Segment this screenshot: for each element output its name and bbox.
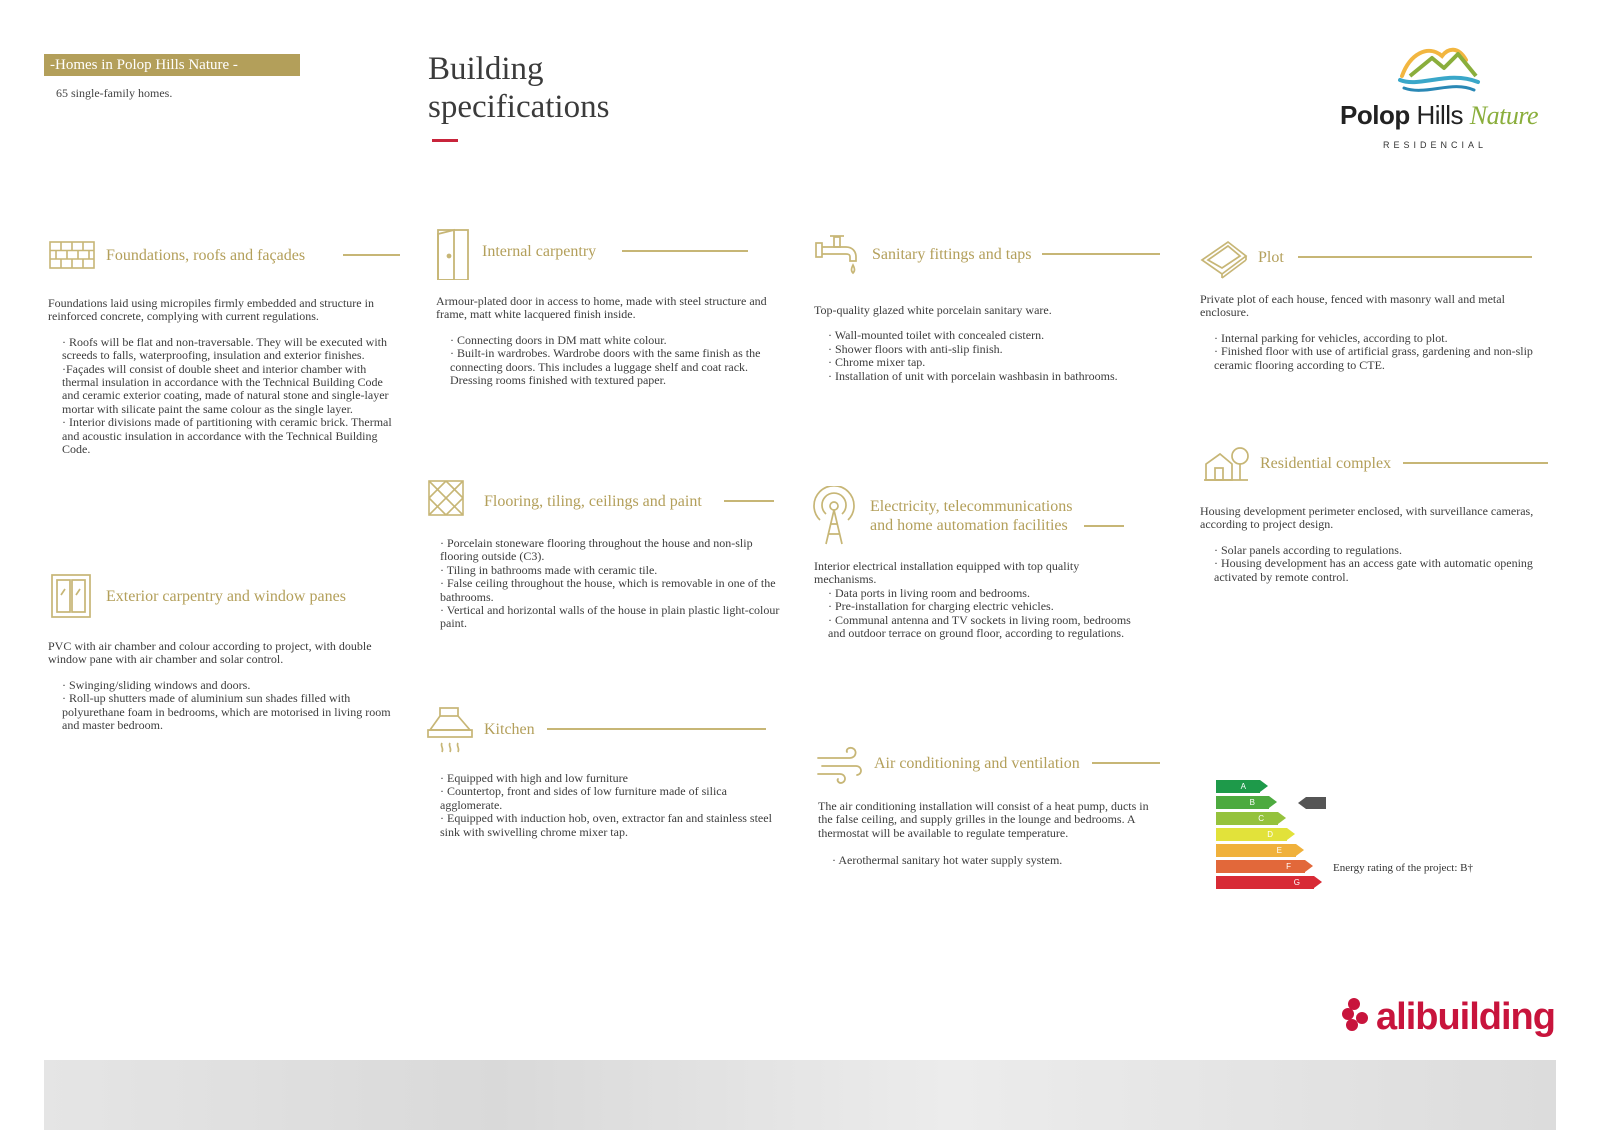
window-icon	[48, 573, 96, 619]
section-internal-carpentry-title: Internal carpentry	[482, 242, 597, 260]
section-internal-carpentry-body	[436, 295, 772, 387]
list-item: · Equipped with high and low furniture	[440, 771, 628, 785]
list-item: · Wall-mounted toilet with concealed cistern.	[828, 328, 1045, 343]
energy-grade-label: E	[1276, 846, 1282, 855]
energy-caption: Energy rating of the project: B†	[1333, 862, 1474, 874]
section-divider	[724, 500, 774, 502]
section-internal-carpentry-intro: Armour-plated door in access to home, made with steel structure and frame, matt white lacquered finish inside.	[436, 294, 767, 322]
list-item: · Internal parking for vehicles, according to plot.	[1214, 330, 1448, 345]
energy-grade-arrow	[1287, 828, 1295, 840]
list-item: · Solar panels according to regulations.	[1214, 542, 1402, 557]
logo-name	[1340, 100, 1539, 131]
antenna-icon	[812, 486, 860, 546]
energy-grade-label: F	[1286, 862, 1291, 871]
section-divider	[622, 250, 748, 252]
section-divider	[1042, 253, 1160, 255]
section-electricity-title	[870, 497, 1072, 535]
energy-rating-chart	[1216, 780, 1526, 890]
section-residential-header	[1202, 440, 1548, 486]
energy-grade-label: G	[1293, 878, 1300, 887]
house-tree-icon	[1202, 440, 1250, 486]
list-item: · Pre-installation for charging electric vehicles.	[828, 599, 1054, 614]
list-item: · Interior divisions made of partitioning with ceramic brick. Thermal and acoustic insulation in accordance with the Technical Building Code.	[62, 415, 392, 457]
energy-grade-label: B	[1249, 798, 1255, 807]
section-electricity-title-line2: and home automation facilities	[870, 517, 1068, 534]
section-divider	[1092, 762, 1160, 764]
door-icon	[424, 228, 472, 274]
energy-grade-f	[1216, 860, 1305, 873]
section-plot-header	[1200, 234, 1532, 280]
list-item: · Roofs will be flat and non-traversable. They will be executed with screeds to falls, waterproofing, insulation and exterior finishes.	[62, 334, 388, 363]
section-residential-intro: Housing development perimeter enclosed, with surveillance cameras, according to project design.	[1200, 504, 1534, 532]
plot-icon	[1200, 234, 1248, 280]
list-item: · Tiling in bathrooms made with ceramic tile.	[440, 562, 658, 577]
section-internal-carpentry-header	[424, 228, 748, 274]
section-air-intro: The air conditioning installation will consist of a heat pump, ducts in the false ceiling, and supply grilles in the lounge and bedrooms. A thermostat will be available to regulate temperature.	[818, 799, 1149, 840]
section-electricity-intro: Interior electrical installation equipped with top quality mechanisms.	[814, 559, 1080, 587]
energy-grade-arrow	[1269, 796, 1277, 808]
list-item: · False ceiling throughout the house, which is removable in one of the bathrooms.	[440, 576, 776, 604]
section-divider	[343, 254, 400, 256]
section-plot-body	[1200, 293, 1535, 372]
energy-grade-d	[1216, 828, 1287, 841]
wind-icon	[816, 740, 864, 786]
section-air-title: Air conditioning and ventilation	[874, 754, 1080, 772]
energy-grade-label: D	[1267, 830, 1273, 839]
section-foundations-body	[48, 297, 393, 456]
section-kitchen-body	[440, 772, 780, 839]
homes-count: 65 single-family homes.	[56, 86, 173, 100]
section-sanitary-body	[814, 304, 1162, 383]
energy-grade-e	[1216, 844, 1296, 857]
polop-hills-logo	[1340, 36, 1539, 160]
list-item: · Countertop, front and sides of low furniture made of silica agglomerate.	[440, 784, 727, 812]
list-item: · Roll-up shutters made of aluminium sun shades filled with polyurethane foam in bedrooms, which are motorised in living room and master bedroom.	[62, 691, 391, 733]
page-title: Building specifications	[428, 51, 610, 125]
logo-subtitle: RESIDENCIAL	[1382, 140, 1488, 150]
logo-name-part1: Polop	[1340, 100, 1410, 130]
energy-grade-arrow	[1278, 812, 1286, 824]
section-electricity-header	[812, 486, 1124, 546]
energy-selected-marker	[1306, 797, 1326, 809]
section-foundations-title: Foundations, roofs and façades	[106, 246, 306, 264]
section-flooring-header	[426, 478, 774, 524]
section-exterior-carpentry-body	[48, 640, 393, 732]
section-air-header	[816, 740, 1160, 786]
section-exterior-carpentry-header	[48, 573, 408, 619]
energy-grade-b	[1216, 796, 1269, 809]
section-sanitary-intro: Top-quality glazed white porcelain sanitary ware.	[814, 303, 1052, 317]
section-electricity-title-line1: Electricity, telecommunications	[870, 498, 1073, 515]
logo-name-part3: Nature	[1469, 101, 1539, 130]
tap-icon	[814, 231, 862, 277]
energy-grade-label: A	[1240, 782, 1246, 791]
section-divider	[1298, 256, 1532, 258]
list-item: · Shower floors with anti-slip finish.	[828, 341, 1003, 356]
energy-grade-arrow	[1305, 860, 1313, 872]
footer-image-strip	[44, 1060, 1556, 1130]
list-item: · Connecting doors in DM matt white colour.	[450, 332, 667, 347]
list-item: · Built-in wardrobes. Wardrobe doors with the same finish as the connecting doors. This includes a luggage shelf and coat rack. Dressing rooms finished with textured paper.	[450, 346, 761, 388]
section-electricity-body	[814, 560, 1144, 640]
section-divider	[1084, 525, 1124, 527]
energy-grade-g	[1216, 876, 1314, 889]
list-item: · Equipped with induction hob, oven, extractor fan and stainless steel sink with swivelling chrome mixer tap.	[440, 811, 772, 839]
section-kitchen-header	[426, 706, 766, 752]
energy-grade-arrow	[1296, 844, 1304, 856]
section-sanitary-title: Sanitary fittings and taps	[872, 245, 1032, 263]
list-item: · Finished floor with use of artificial grass, gardening and non-slip ceramic flooring according to CTE.	[1214, 344, 1533, 372]
homes-tag: -Homes in Polop Hills Nature -	[44, 54, 300, 76]
list-item: ·Façades will consist of double sheet and interior chamber with thermal insulation in accordance with the Technical Building Code and ceramic exterior coating, made of natural stone and single-layer mortar with silicate paint the same colour as the single layer.	[62, 361, 389, 416]
section-exterior-carpentry-intro: PVC with air chamber and colour according to project, with double window pane with air chamber and solar control.	[48, 639, 372, 667]
title-underline	[432, 139, 458, 142]
list-item: · Communal antenna and TV sockets in living room, bedrooms and outdoor terrace on ground floor, according to regulations.	[828, 612, 1131, 641]
section-divider	[547, 728, 766, 730]
energy-grade-arrow	[1314, 876, 1322, 888]
list-item: · Chrome mixer tap.	[828, 355, 926, 370]
mountain-landscape-icon	[1340, 36, 1530, 100]
energy-grade-label: C	[1258, 814, 1264, 823]
section-residential-title: Residential complex	[1260, 454, 1392, 472]
energy-grade-arrow	[1260, 780, 1268, 792]
section-divider	[1403, 462, 1548, 464]
list-item: · Swinging/sliding windows and doors.	[62, 677, 251, 692]
section-sanitary-header	[814, 231, 1160, 277]
section-foundations-intro: Foundations laid using micropiles firmly embedded and structure in reinforced concrete, complying with current regulations.	[48, 296, 374, 324]
brick-wall-icon	[48, 232, 96, 278]
section-plot-intro: Private plot of each house, fenced with masonry wall and metal enclosure.	[1200, 292, 1505, 320]
section-foundations-header	[48, 232, 400, 278]
alibuilding-flower-icon	[1342, 994, 1376, 1040]
section-residential-body	[1200, 505, 1538, 584]
list-item: · Housing development has an access gate with automatic opening activated by remote control.	[1214, 556, 1533, 584]
list-item: · Porcelain stoneware flooring throughout the house and non-slip flooring outside (C3).	[440, 536, 753, 564]
alibuilding-logo: alibuilding	[1376, 996, 1555, 1038]
section-flooring-body	[440, 537, 784, 631]
section-kitchen-title: Kitchen	[484, 720, 535, 738]
energy-grade-a	[1216, 780, 1260, 793]
tile-pattern-icon	[426, 478, 474, 524]
energy-grade-c	[1216, 812, 1278, 825]
list-item: · Installation of unit with porcelain washbasin in bathrooms.	[828, 368, 1118, 383]
section-flooring-title: Flooring, tiling, ceilings and paint	[484, 492, 702, 510]
list-item: · Vertical and horizontal walls of the house in plain plastic light-colour paint.	[440, 603, 780, 631]
logo-name-part2: Hills	[1409, 100, 1470, 130]
section-air-body	[818, 800, 1156, 868]
section-exterior-carpentry-title: Exterior carpentry and window panes	[106, 587, 346, 605]
section-plot-title: Plot	[1258, 248, 1284, 266]
list-item: · Aerothermal sanitary hot water supply system.	[832, 853, 1063, 868]
extractor-hood-icon	[426, 706, 474, 752]
list-item: · Data ports in living room and bedrooms.	[828, 585, 1030, 600]
